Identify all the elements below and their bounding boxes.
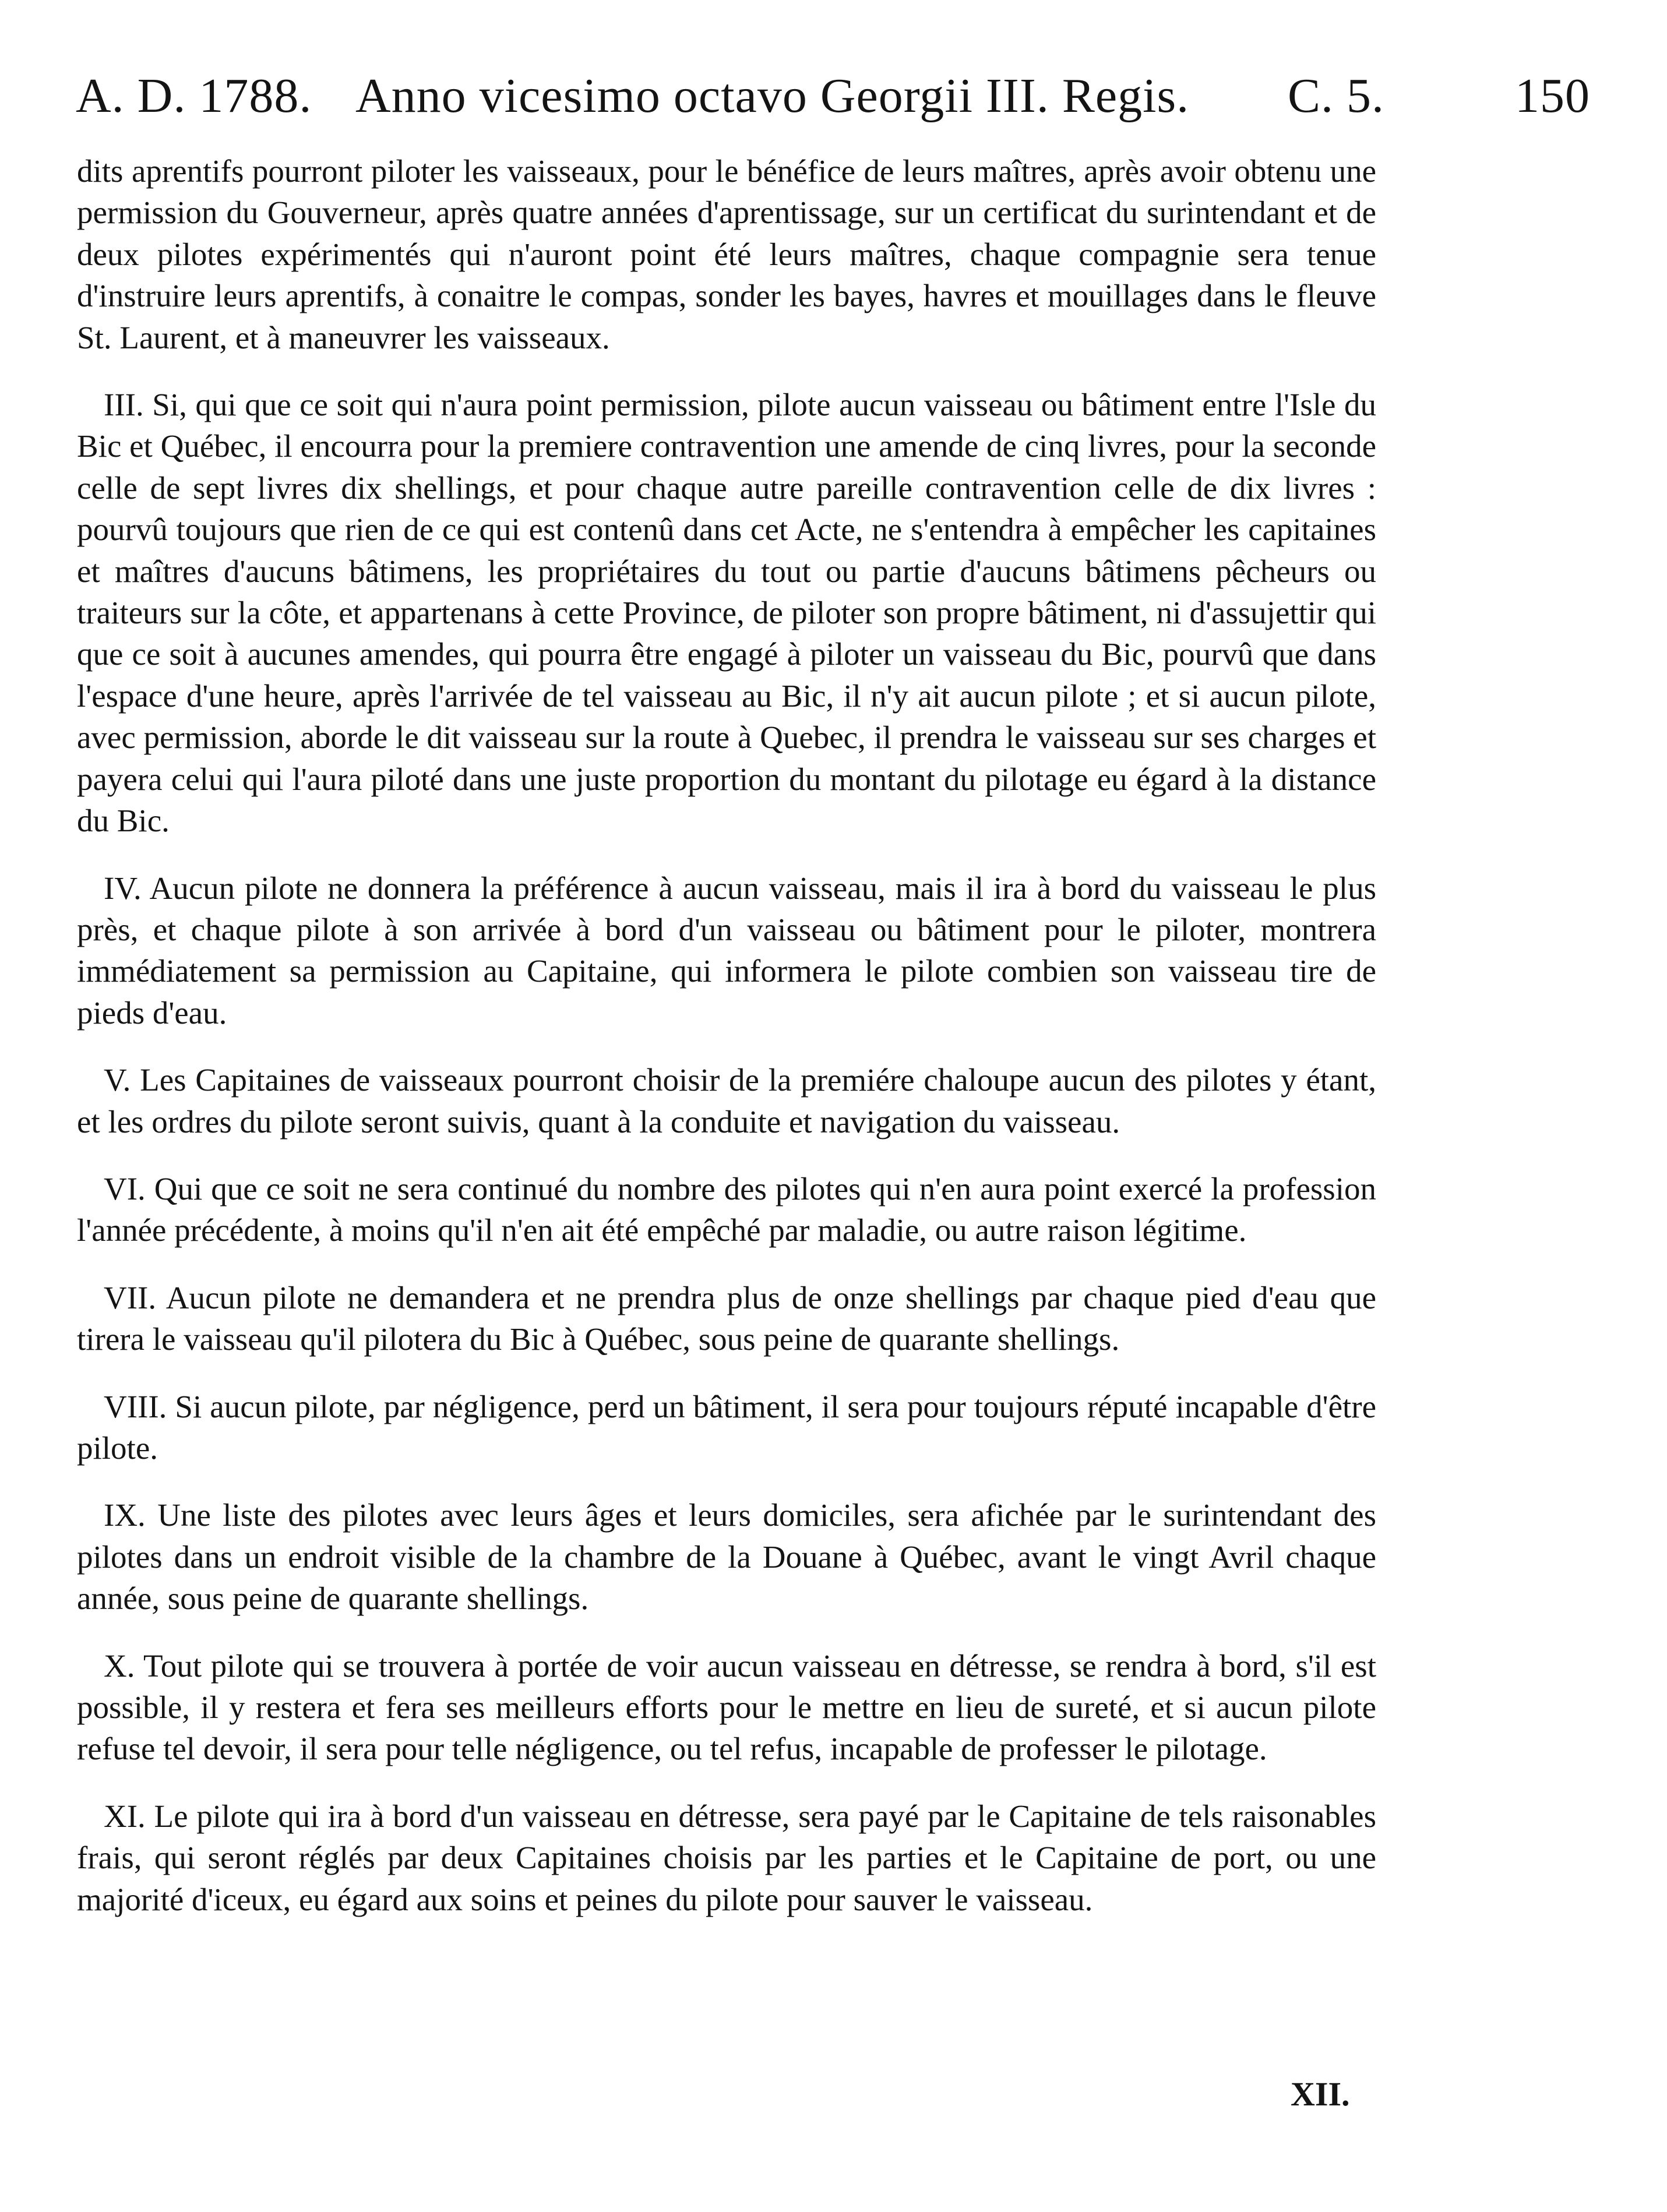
paragraph-continuation: dits aprentifs pourront piloter les vaisseaux, pour le bénéfice de leurs maîtres, après avoir obtenu une permission du Gouverneur, après quatre années d'aprentissage, sur un certificat du surintendant et de deux pilotes expérimentés qui n'auront point été leurs maîtres, chaque compagnie sera tenue d'instruire leurs aprentifs, à conaitre le compas, sonder les bayes, havres et mouillages dans le fleuve St. Laurent, et à maneuvrer les vaisseaux. <box>77 153 1376 355</box>
running-head-title: Anno vicesimo octavo Georgii III. Regis. <box>355 69 1190 123</box>
paragraph-section-iv: IV. Aucun pilote ne donnera la préférence à aucun vaisseau, mais il ira à bord du vaisseau le plus près, et chaque pilote à son arrivée à bord d'un vaisseau ou bâtiment pour le piloter, montrera immédiatement sa permission au Capitaine, qui informera le pilote combien son vaisseau tire de pieds d'eau. <box>77 870 1376 1031</box>
paragraph-section-xi: XI. Le pilote qui ira à bord d'un vaisseau en détresse, sera payé par le Capitaine de tels raisonables frais, qui seront réglés par deux Capitaines choisis par les parties et le Capitaine de port, ou une majorité d'iceux, eu égard aux soins et peines du pilote pour sauver le vaisseau. <box>77 1798 1376 1917</box>
catchword: XII. <box>1291 2075 1350 2113</box>
running-head-year: A. D. 1788. <box>76 69 312 123</box>
body-text <box>77 150 1376 1920</box>
paragraph-section-ix: IX. Une liste des pilotes avec leurs âges et leurs domiciles, sera afichée par le surintendant des pilotes dans un endroit visible de la chambre de la Douane à Québec, avant le vingt Avril chaque année, sous peine de quarante shellings. <box>77 1497 1376 1617</box>
paragraph-section-iii: III. Si, qui que ce soit qui n'aura point permission, pilote aucun vaisseau ou bâtiment entre l'Isle du Bic et Québec, il encourra pour la premiere contravention une amende de cinq livres, pour la seconde celle de sept livres dix shellings, et pour chaque autre pareille contravention celle de dix livres : pourvû toujours que rien de ce qui est contenû dans cet Acte, ne s'entendra à empêcher les capitaines et maîtres d'aucuns bâtimens, les propriétaires du tout ou partie d'aucuns bâtimens pêcheurs ou traiteurs sur la côte, et appartenans à cette Province, de piloter son propre bâtiment, ni d'assujettir qui que ce soit à aucunes amendes, qui pourra être engagé à piloter un vaisseau du Bic, pourvû que dans l'espace d'une heure, après l'arrivée de tel vaisseau au Bic, il n'y ait aucun pilote ; et si aucun pilote, avec permission, aborde le dit vaisseau sur la route à Quebec, il prendra le vaisseau sur ses charges et payera celui qui l'aura piloté dans une juste proportion du montant du pilotage eu égard à la distance du Bic. <box>77 387 1376 839</box>
running-head <box>76 58 1602 134</box>
paragraph-section-x: X. Tout pilote qui se trouvera à portée de voir aucun vaisseau en détresse, se rendra à bord, s'il est possible, il y restera et fera ses meilleurs efforts pour le mettre en lieu de sureté, et si aucun pilote refuse tel devoir, il sera pour telle négligence, ou tel refus, incapable de professer le pilotage. <box>77 1647 1376 1767</box>
paragraph-section-v: V. Les Capitaines de vaisseaux pourront choisir de la premiére chaloupe aucun des pilotes y étant, et les ordres du pilote seront suivis, quant à la conduite et navigation du vaisseau. <box>77 1062 1376 1139</box>
paragraph-section-viii: VIII. Si aucun pilote, par négligence, perd un bâtiment, il sera pour toujours réputé incapable d'être pilote. <box>77 1388 1376 1466</box>
running-head-chapter: C. 5. <box>1288 69 1385 123</box>
paragraph-section-vi: VI. Qui que ce soit ne sera continué du nombre des pilotes qui n'en aura point exercé la profession l'année précédente, à moins qu'il n'en ait été empêché par maladie, ou autre raison légitime. <box>77 1170 1376 1248</box>
page-number: 150 <box>1515 69 1590 123</box>
paragraph-section-vii: VII. Aucun pilote ne demandera et ne prendra plus de onze shellings par chaque pied d'eau que tirera le vaisseau qu'il pilotera du Bic à Québec, sous peine de quarante shellings. <box>77 1279 1376 1357</box>
